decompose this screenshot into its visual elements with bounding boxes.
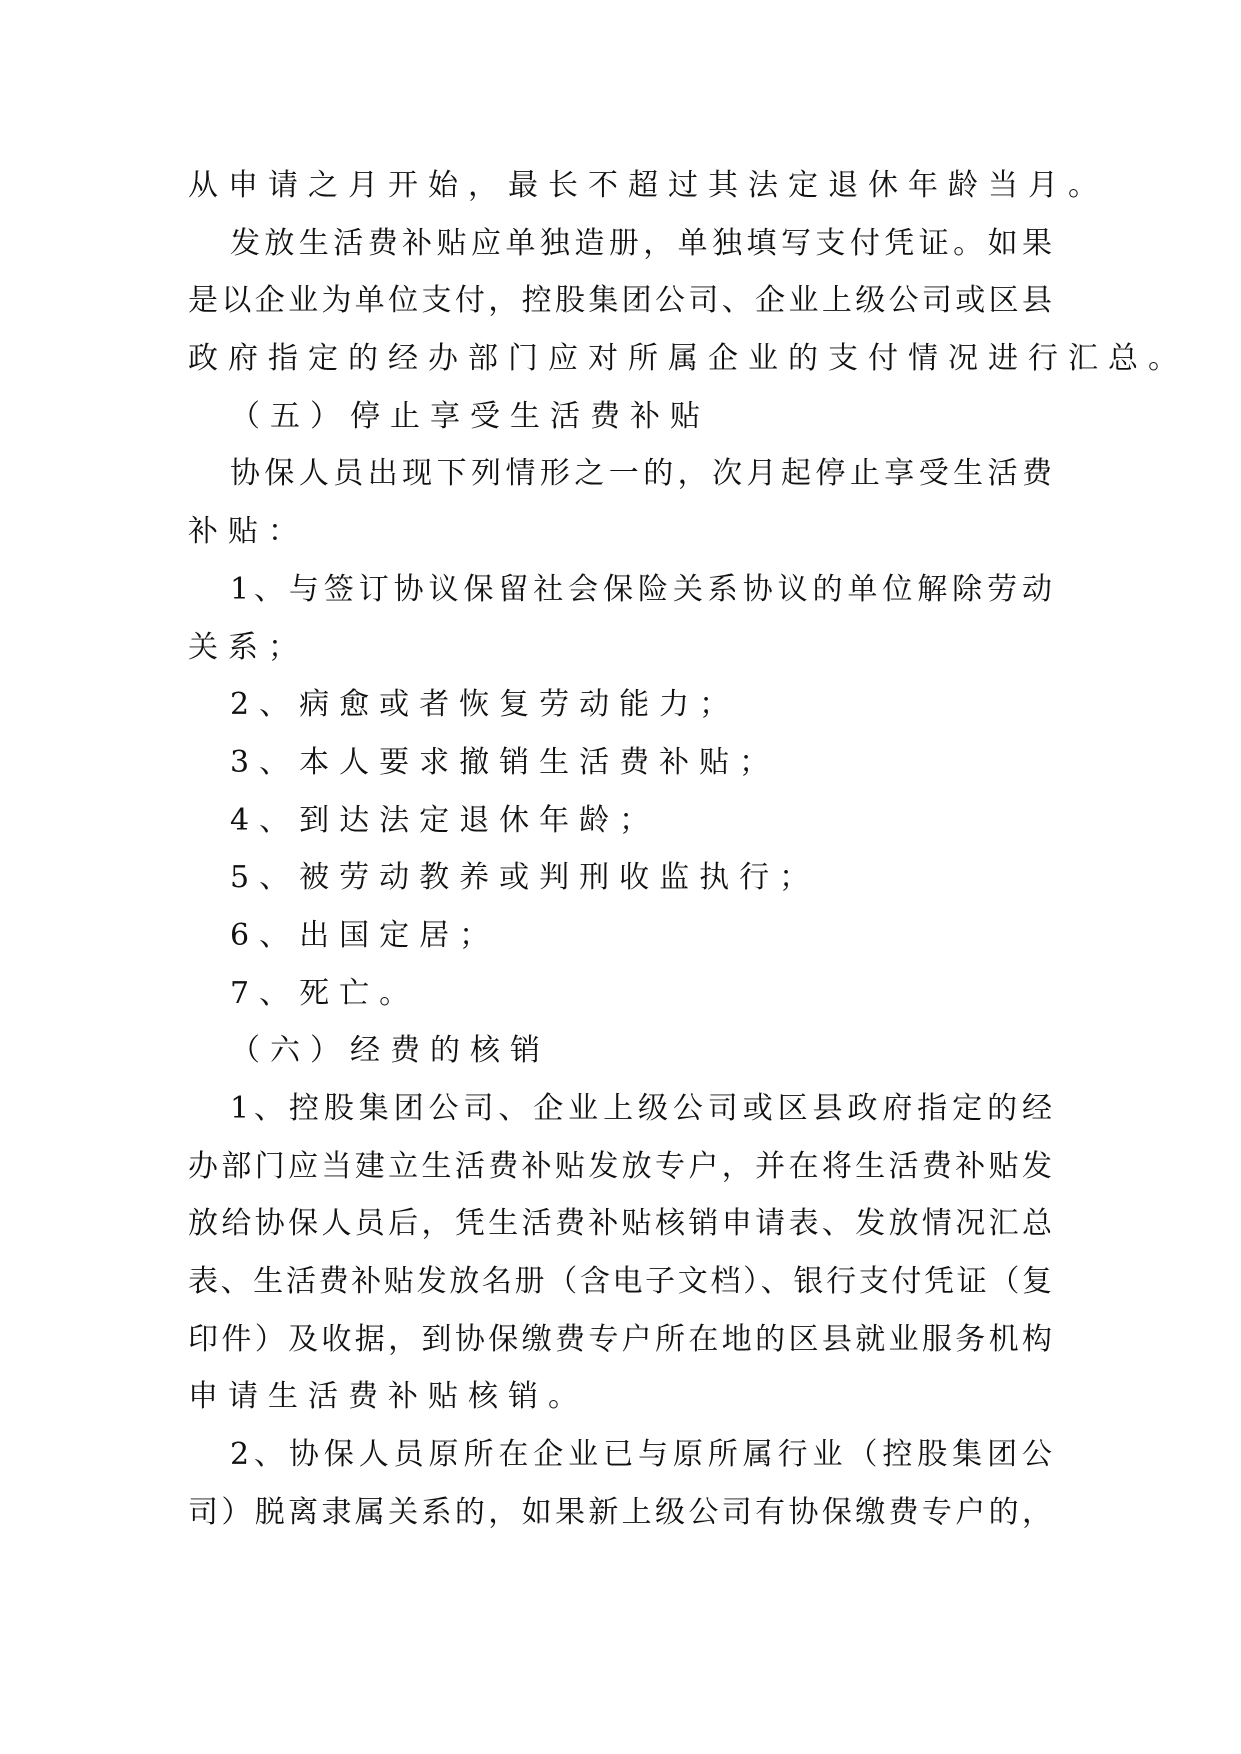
text-line: （六）经费的核销 bbox=[230, 1033, 550, 1069]
text-line: 发放生活费补贴应单独造册，单独填写支付凭证。如果 bbox=[230, 225, 1052, 261]
text-line: 政府指定的经办部门应对所属企业的支付情况进行汇总。 bbox=[188, 341, 1188, 377]
text-line: 协保人员出现下列情形之一的，次月起停止享受生活费 bbox=[230, 456, 1052, 492]
text-line: 2、病愈或者恢复劳动能力； bbox=[230, 687, 740, 723]
text-line: 补贴： bbox=[188, 514, 308, 550]
text-line: 3、本人要求撤销生活费补贴； bbox=[230, 744, 780, 780]
text-line: 办部门应当建立生活费补贴发放专户，并在将生活费补贴发 bbox=[188, 1148, 1052, 1184]
text-line: （五）停止享受生活费补贴 bbox=[230, 398, 710, 434]
text-line: 5、被劳动教养或判刑收监执行； bbox=[230, 860, 820, 896]
text-line: 6、出国定居； bbox=[230, 917, 500, 953]
document-page bbox=[188, 165, 1188, 1550]
text-line: 放给协保人员后，凭生活费补贴核销申请表、发放情况汇总 bbox=[188, 1206, 1052, 1242]
text-line: 申请生活费补贴核销。 bbox=[188, 1379, 588, 1415]
text-line: 司）脱离隶属关系的，如果新上级公司有协保缴费专户的， bbox=[188, 1494, 1052, 1530]
text-line: 1、与签订协议保留社会保险关系协议的单位解除劳动 bbox=[230, 571, 1052, 607]
text-line: 表、生活费补贴发放名册（含电子文档）、银行支付凭证（复 bbox=[188, 1264, 1052, 1300]
text-line: 关系； bbox=[188, 629, 308, 665]
text-line: 1、控股集团公司、企业上级公司或区县政府指定的经 bbox=[230, 1091, 1052, 1126]
text-line: 7、死亡。 bbox=[230, 975, 420, 1011]
text-line: 2、协保人员原所在企业已与原所属行业（控股集团公 bbox=[230, 1437, 1052, 1473]
text-line: 是以企业为单位支付，控股集团公司、企业上级公司或区县 bbox=[188, 283, 1052, 319]
text-line: 从申请之月开始，最长不超过其法定退休年龄当月。 bbox=[188, 168, 1108, 203]
text-line: 印件）及收据，到协保缴费专户所在地的区县就业服务机构 bbox=[188, 1321, 1052, 1357]
text-line: 4、到达法定退休年龄； bbox=[230, 802, 660, 838]
